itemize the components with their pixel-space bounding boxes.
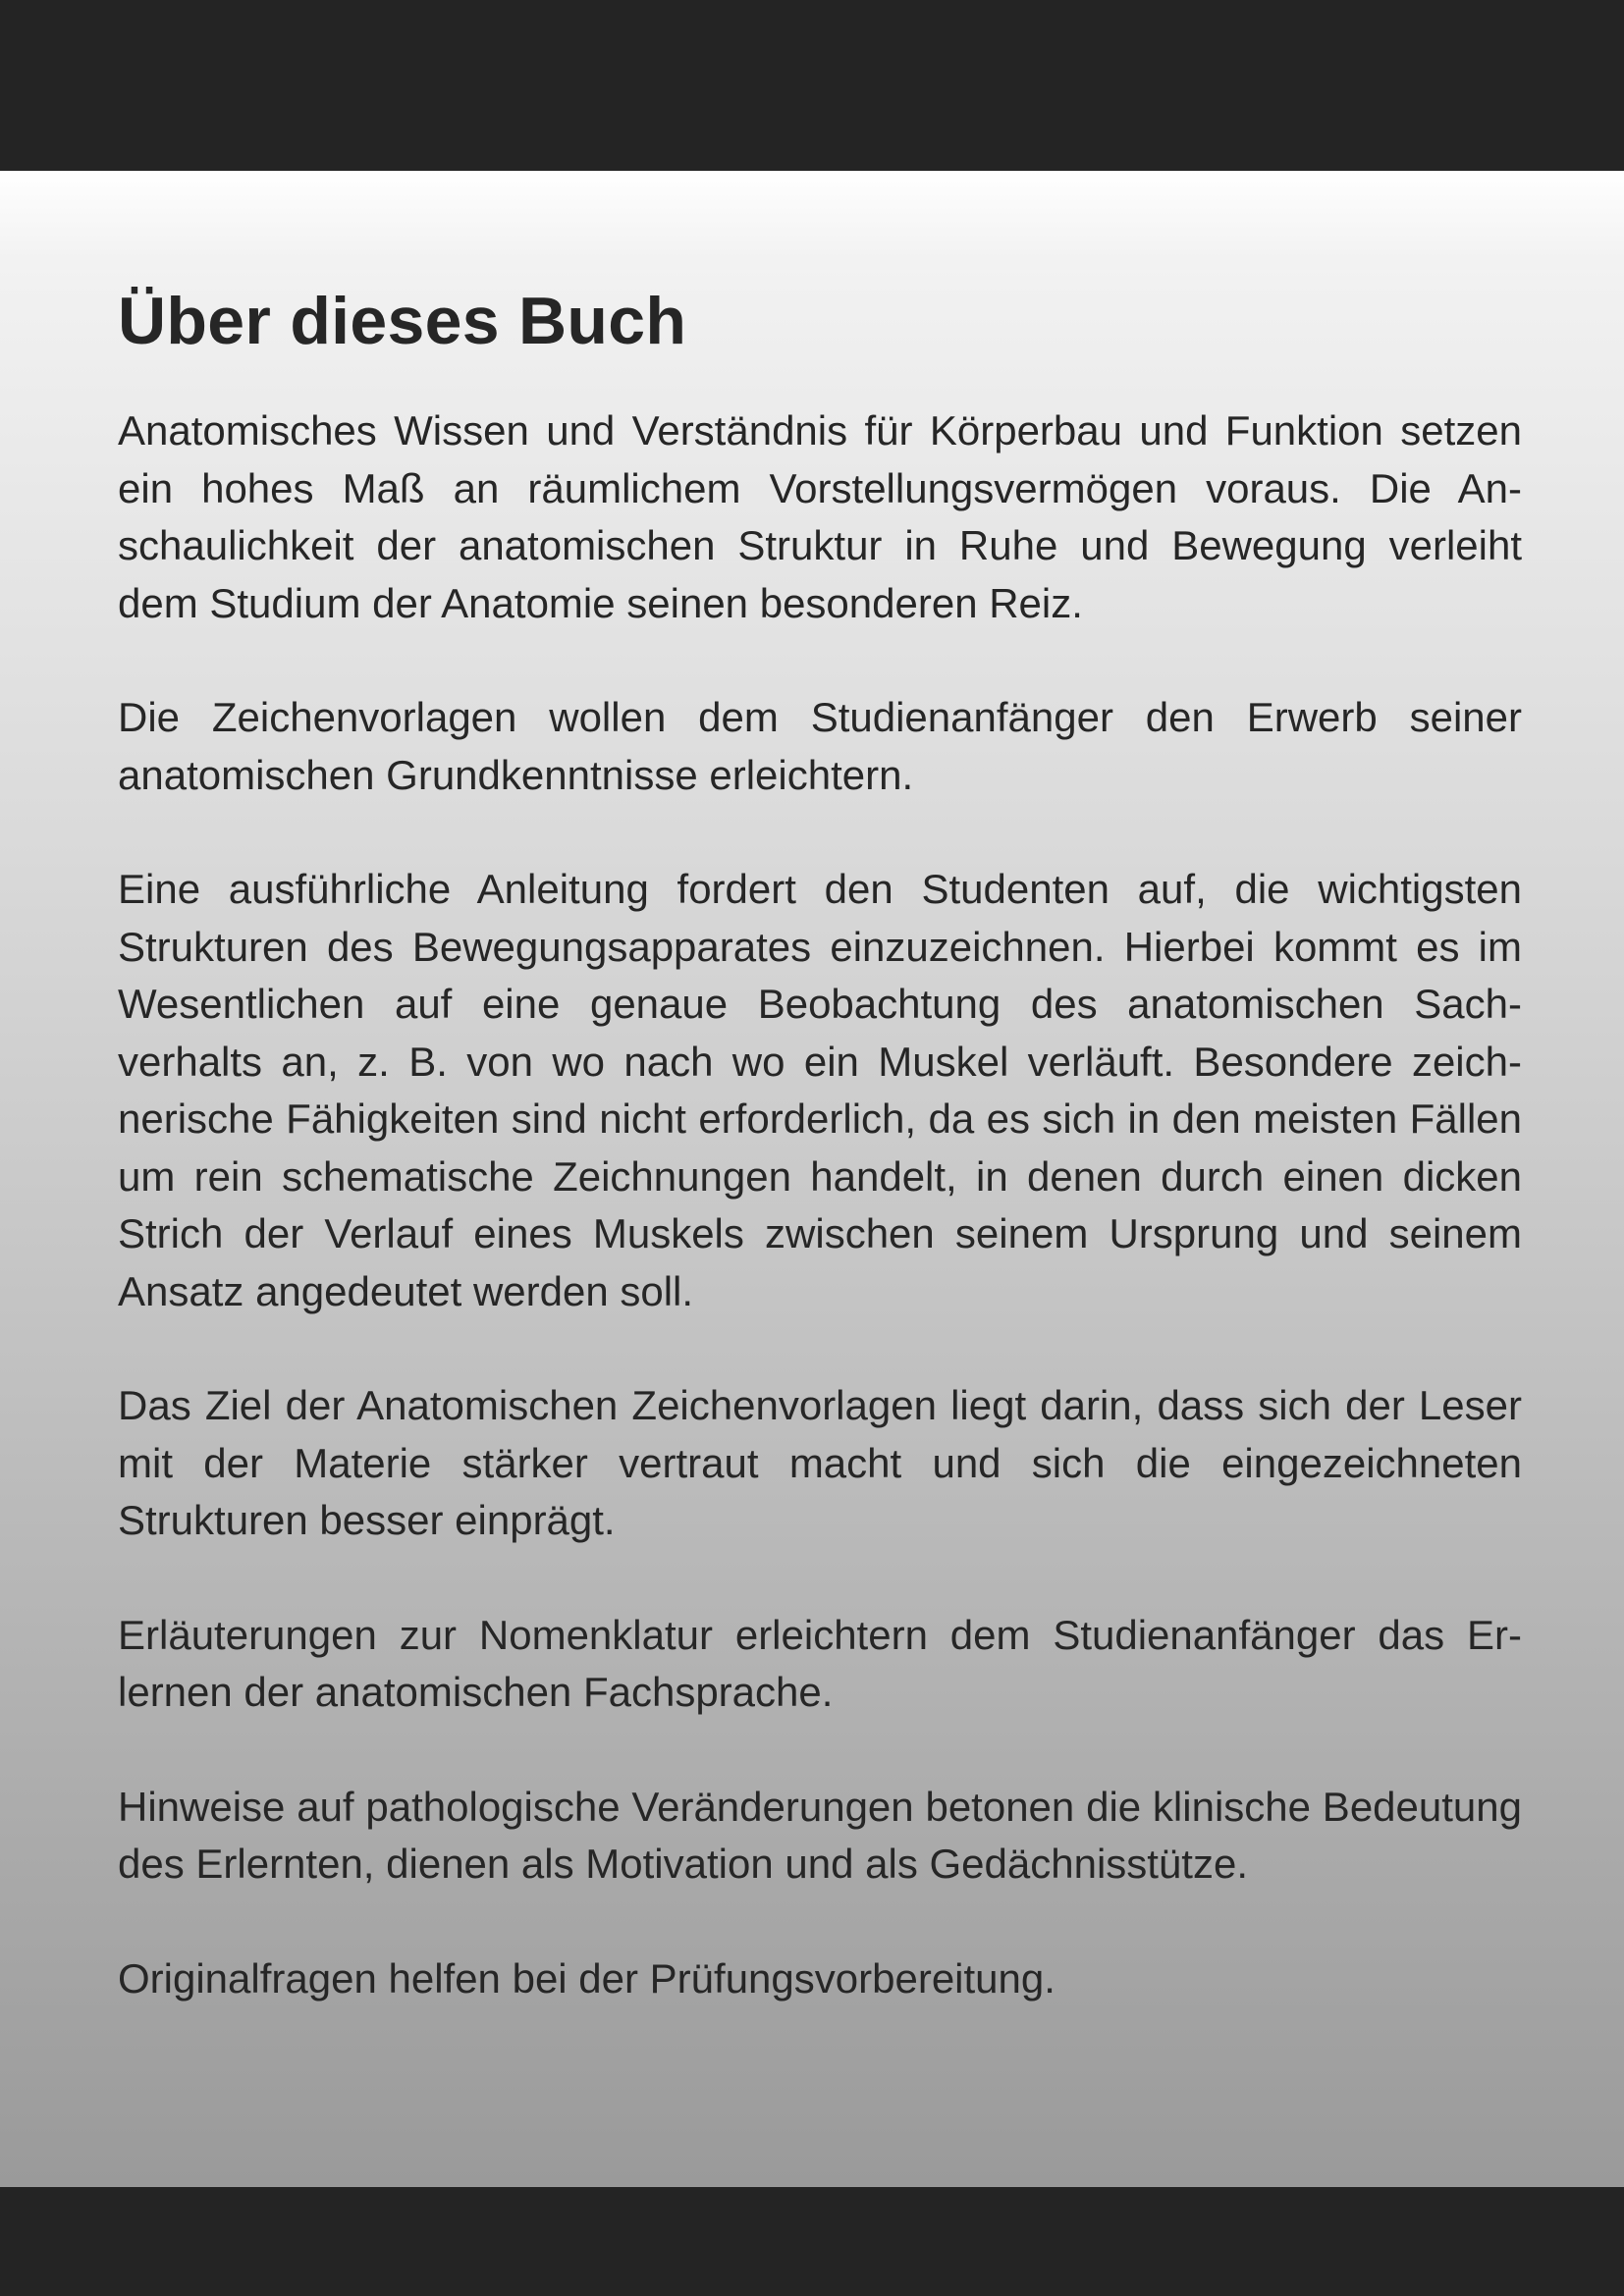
content-panel [0,171,1624,2187]
paragraph-goal: Das Ziel der Anatomischen Zeichenvorlagen liegt darin, dass sich der Leser mit der Materie stärker vertraut macht und sich die eingezeichneten Strukturen besser einprägt. [118,1382,1522,1543]
bottom-dark-band [0,2187,1624,2296]
paragraph-templates: Die Zeichenvorlagen wollen dem Studienanfänger den Erwerb seiner anatomischen Grundkenntnisse erleichtern. [118,694,1522,798]
paragraph-intro: Anatomisches Wissen und Verständnis für Körperbau und Funktion setzen ein hohes Maß an räumlichem Vorstellungsvermögen voraus. Die Anschaulichkeit der anatomischen Struktur in Ruhe und Bewegung verleiht dem Studium der Anatomie seinen besonderen Reiz. [118,407,1522,626]
paragraph-pathology: Hinweise auf pathologische Veränderungen betonen die klinische Bedeutung des Erlernten, dienen als Motivation und als Gedächnisstütze. [118,1783,1522,1887]
paragraph-exam-questions: Originalfragen helfen bei der Prüfungsvorbereitung. [118,1954,1056,2002]
top-dark-band [0,0,1624,171]
text-body [118,279,1522,2007]
page-title: Über dieses Buch [118,284,687,358]
paragraph-instructions: Eine ausführliche Anleitung fordert den Studenten auf, die wichtigsten Strukturen des Bewegungsapparates einzuzeichnen. Hierbei kommt es im Wesentlichen auf eine genaue Beobachtung des anatomischen Sachverhalts an, z. B. von wo nach wo ein Muskel verläuft. Besondere zeichnerische Fähigkeiten sind nicht erforderlich, da es sich in den meisten Fällen um rein schematische Zeichnungen handelt, in denen durch einen dicken Strich der Verlauf eines Muskels zwischen seinem Ursprung und seinem Ansatz angedeutet werden soll. [118,866,1522,1314]
paragraph-nomenclature: Erläuterungen zur Nomenklatur erleichtern dem Studienanfänger das Erlernen der anatomischen Fachsprache. [118,1611,1522,1715]
